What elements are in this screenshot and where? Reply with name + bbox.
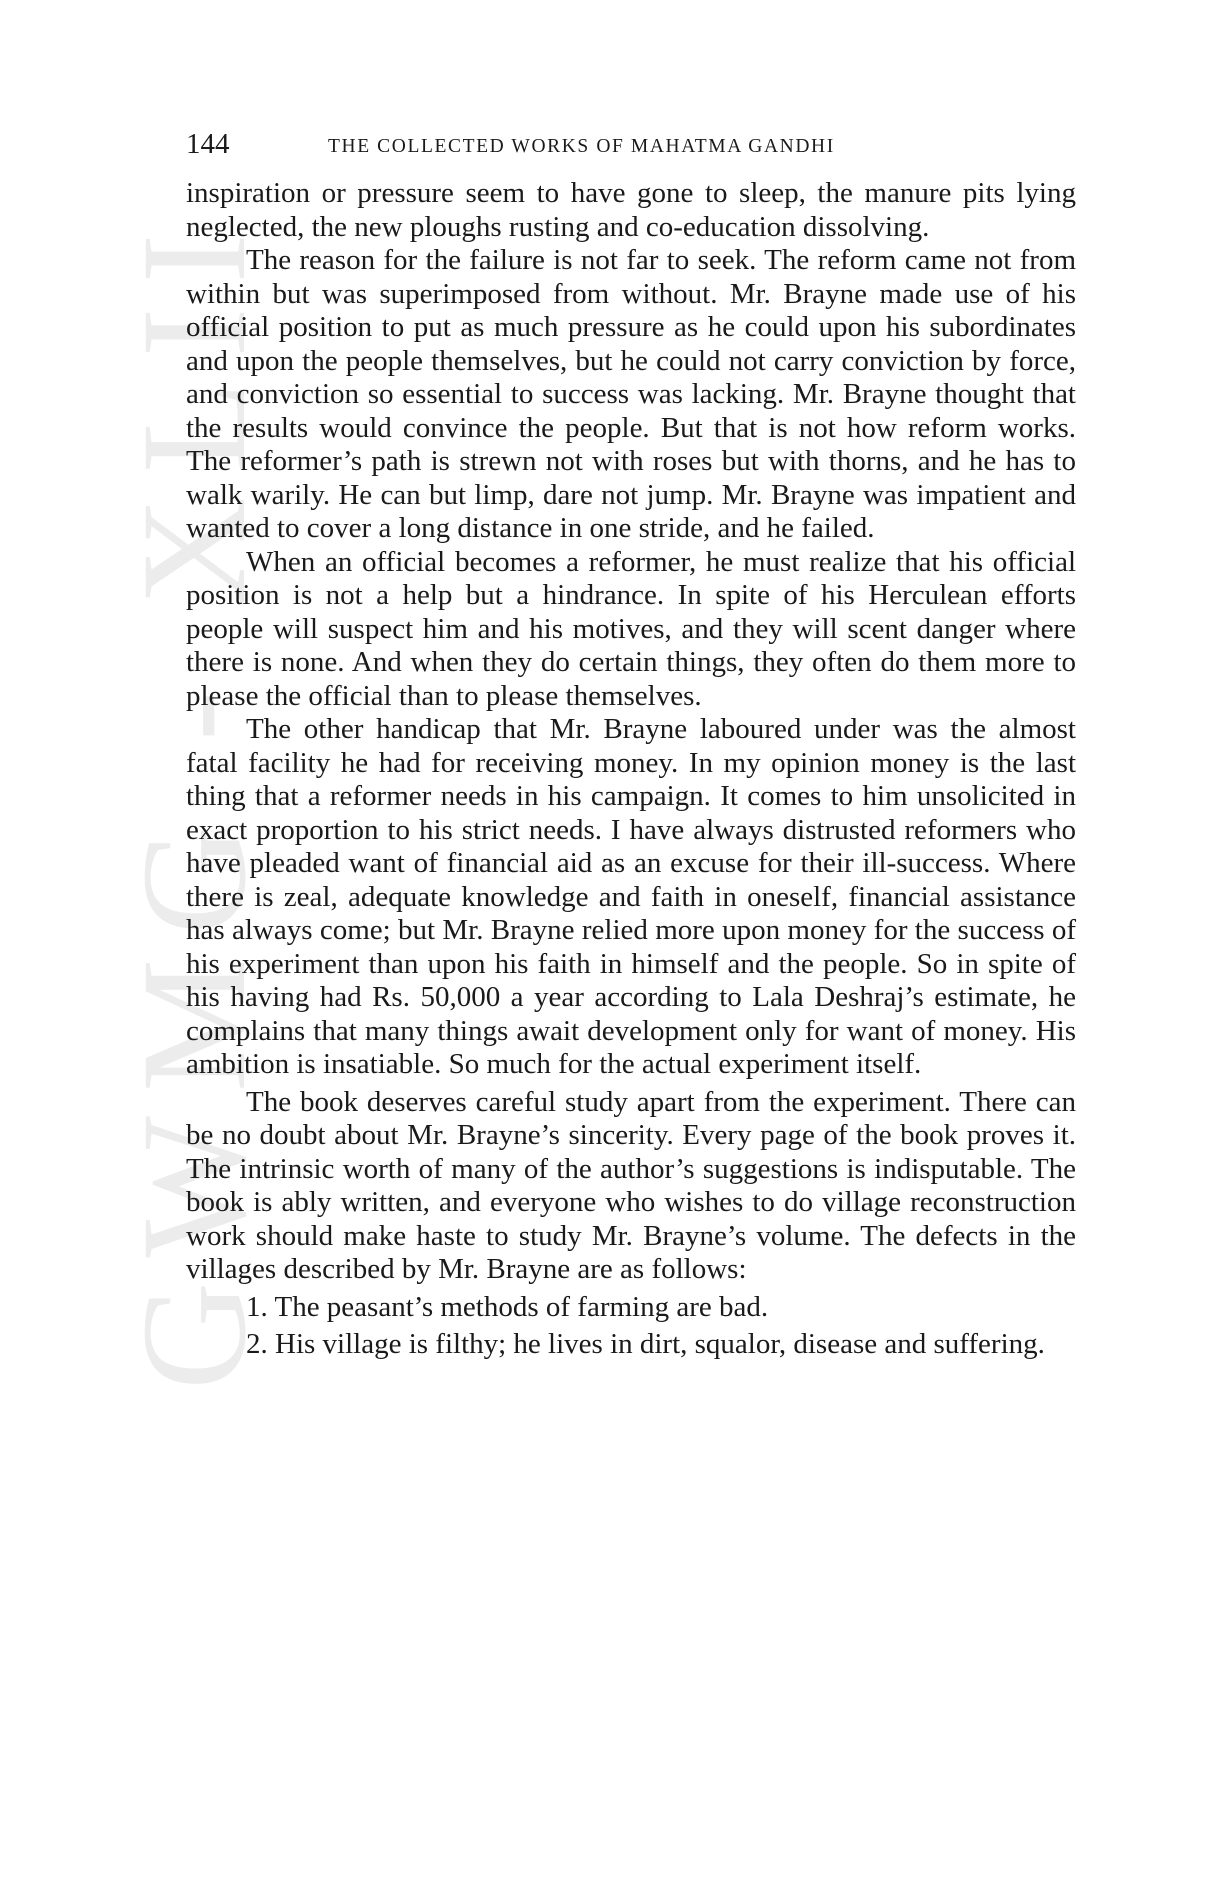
paragraph: When an official becomes a reformer, he must realize that his official position is not a help but a hindrance. In spite of his Herculean efforts people will suspect him and his motives, and they will scent danger where there is none. And when they do certain things, they often do them more to please the official than to please themselves. (186, 545, 1076, 712)
paragraph: inspiration or pressure seem to have gone to sleep, the manure pits lying neglected, the new ploughs rusting and co-education dissolving. (186, 177, 1076, 243)
paragraph: The other handicap that Mr. Brayne laboured under was the almost fatal facility he had for receiving money. In my opinion money is the last thing that a reformer needs in his campaign. It comes to him unsolicited in exact proportion to his strict needs. I have always distrusted reformers who have pleaded want of financial aid as an excuse for their ill-success. Where there is zeal, adequate knowledge and faith in oneself, financial assistance has always come; but Mr. Brayne relied more upon money for the success of his experiment than upon his faith in himself and the people. So in spite of his having had Rs. 50,000 a year according to Lala Deshraj’s estimate, he complains that many things await development only for want of money. His ambition is insatiable. So much for the actual experiment itself. (186, 713, 1076, 1080)
paragraph: The book deserves careful study apart from the experiment. There can be no doubt about Mr. Brayne’s sincerity. Every page of the book proves it. The intrinsic worth of many of the author’s suggestions is indisputable. The book is ably written, and everyone who wishes to do village reconstruction work should make haste to study Mr. Brayne’s volume. The defects in the villages described by Mr. Brayne are as follows: (186, 1085, 1076, 1285)
list-item: 1. The peasant’s methods of farming are bad. (246, 1290, 769, 1323)
running-head: THE COLLECTED WORKS OF MAHATMA GANDHI (328, 136, 835, 157)
body-text (186, 177, 1076, 1362)
page-number: 144 (186, 128, 230, 160)
paragraph: The reason for the failure is not far to seek. The reform came not from within but was superimposed from without. Mr. Brayne made use of his official position to put as much pressure as he could upon his subordinates and upon the people themselves, but he could not carry conviction by force, and conviction so essential to success was lacking. Mr. Brayne thought that the results would convince the people. But that is not how reform works. The reformer’s path is strewn not with roses but with thorns, and he has to walk warily. He can but limp, dare not jump. Mr. Brayne was impatient and wanted to cover a long distance in one stride, and he failed. (186, 244, 1076, 544)
watermark: GWMG - XLII (111, 209, 277, 1390)
list-item: 2. His village is filthy; he lives in dirt, squalor, disease and suffering. (246, 1328, 1045, 1360)
page-header (186, 128, 1076, 168)
